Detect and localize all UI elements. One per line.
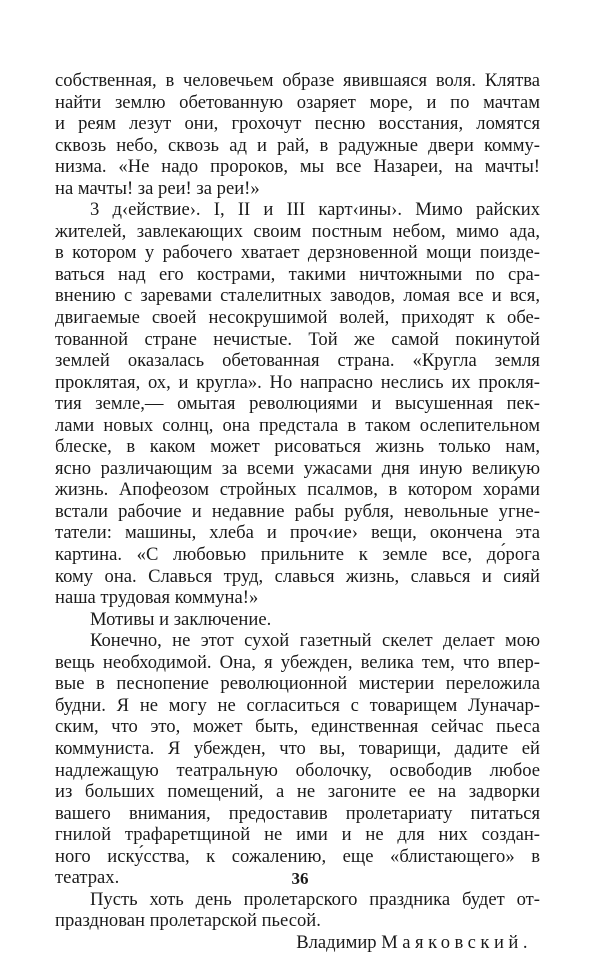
text-line: двигаемые своей несокрушимой волей, приходят к обе-	[55, 307, 540, 329]
paragraph	[55, 199, 540, 608]
text-line: тия земле,— омытая революциями и высушенная пек-	[55, 393, 540, 415]
text-line: театрах.	[55, 867, 120, 889]
text-line: ясно различающим за всеми ужасами дня иную великую	[55, 457, 540, 479]
text-line: наша трудовая коммуна!»	[55, 587, 259, 609]
text-line: Пусть хоть день пролетарского праздника будет от-	[90, 888, 540, 910]
text-line: жителей, завлекающих своим постным небом, мимо ада,	[55, 220, 540, 242]
text-body	[55, 70, 540, 932]
text-line: 3 д‹ействие›. I, II и III карт‹ины›. Мимо райских	[90, 199, 540, 221]
text-line: лами новых солнц, она предстала в таком ослепительном	[55, 414, 540, 436]
text-line: ного иску́сства, к сожалению, еще «блистающего» в	[55, 845, 540, 867]
paragraph	[55, 70, 540, 199]
signature-last-name: Маяковский.	[381, 931, 532, 953]
paragraph	[55, 609, 540, 631]
paragraph	[55, 889, 540, 932]
text-line: землей оказалась обетованная страна. «Кругла земля	[55, 350, 540, 372]
text-line: татели: машины, хлеба и проч‹ие› вещи, окончена эта	[55, 522, 540, 544]
page-body	[55, 70, 540, 953]
text-line: на мачты! за реи! за реи!»	[55, 177, 260, 199]
text-line: ваться над его кострами, такими ничтожными по сра-	[55, 263, 540, 285]
text-line: вашего внимания, предоставив пролетариату питаться	[55, 802, 540, 824]
text-line: вые в песнопение революционной мистерии переложила	[55, 673, 540, 695]
text-line: проклятая, ох, и кругла». Но напрасно неслись их прокля-	[55, 371, 540, 393]
text-line: надлежащую театральную оболочку, освободив любое	[55, 759, 540, 781]
paragraph	[55, 630, 540, 889]
signature	[55, 932, 540, 954]
text-line: блеске, в каком может рисоваться жизнь только нам,	[55, 436, 540, 458]
text-line: встали рабочие и недавние рабы рубля, невольные угне-	[55, 500, 540, 522]
signature-first-name: Владимир	[296, 931, 377, 953]
text-line: коммуниста. Я убежден, что вы, товарищи, дадите ей	[55, 737, 540, 759]
text-line: празднован пролетарской пьесой.	[55, 910, 321, 932]
text-line: Конечно, не этот сухой газетный скелет делает мою	[90, 630, 540, 652]
text-line: сквозь небо, сквозь ад и рай, в радужные двери комму-	[55, 134, 540, 156]
text-line: из больших помещений, а не загоните ее на задворки	[55, 781, 540, 803]
text-line: гнилой трафаретщиной не ими и не для них создан-	[55, 824, 540, 846]
text-line: будни. Я не могу не согласиться с товарищем Луначар-	[55, 694, 540, 716]
text-line: кому она. Славься труд, славься жизнь, славься и сияй	[55, 565, 540, 587]
text-line: в котором у рабочего хватает дерзновенной мощи поизде-	[55, 242, 540, 264]
text-line: и реям лезут они, грохочут песню восстания, ломятся	[55, 113, 540, 135]
text-line: собственная, в человечьем образе явившаяся воля. Клятва	[55, 70, 540, 91]
text-line: найти землю обетованную озаряет море, и по мачтам	[55, 91, 540, 113]
text-line: жизнь. Апофеозом стройных псалмов, в котором хора́ми	[55, 479, 540, 501]
text-line: внению с заревами сталелитных заводов, ломая все и вся,	[55, 285, 540, 307]
page-number: 36	[291, 869, 309, 888]
text-line: картина. «С любовью прильните к земле все, до́рога	[55, 544, 540, 566]
text-line: низма. «Не надо пророков, мы все Назареи, на мачты!	[55, 156, 540, 178]
text-line: Мотивы и заключение.	[90, 608, 272, 630]
text-line: ским, что это, может быть, единственная сейчас пьеса	[55, 716, 540, 738]
text-line: вещь необходимой. Она, я убежден, велика тем, что впер-	[55, 651, 540, 673]
text-line: тованной стране нечистые. Той же самой покинутой	[55, 328, 540, 350]
